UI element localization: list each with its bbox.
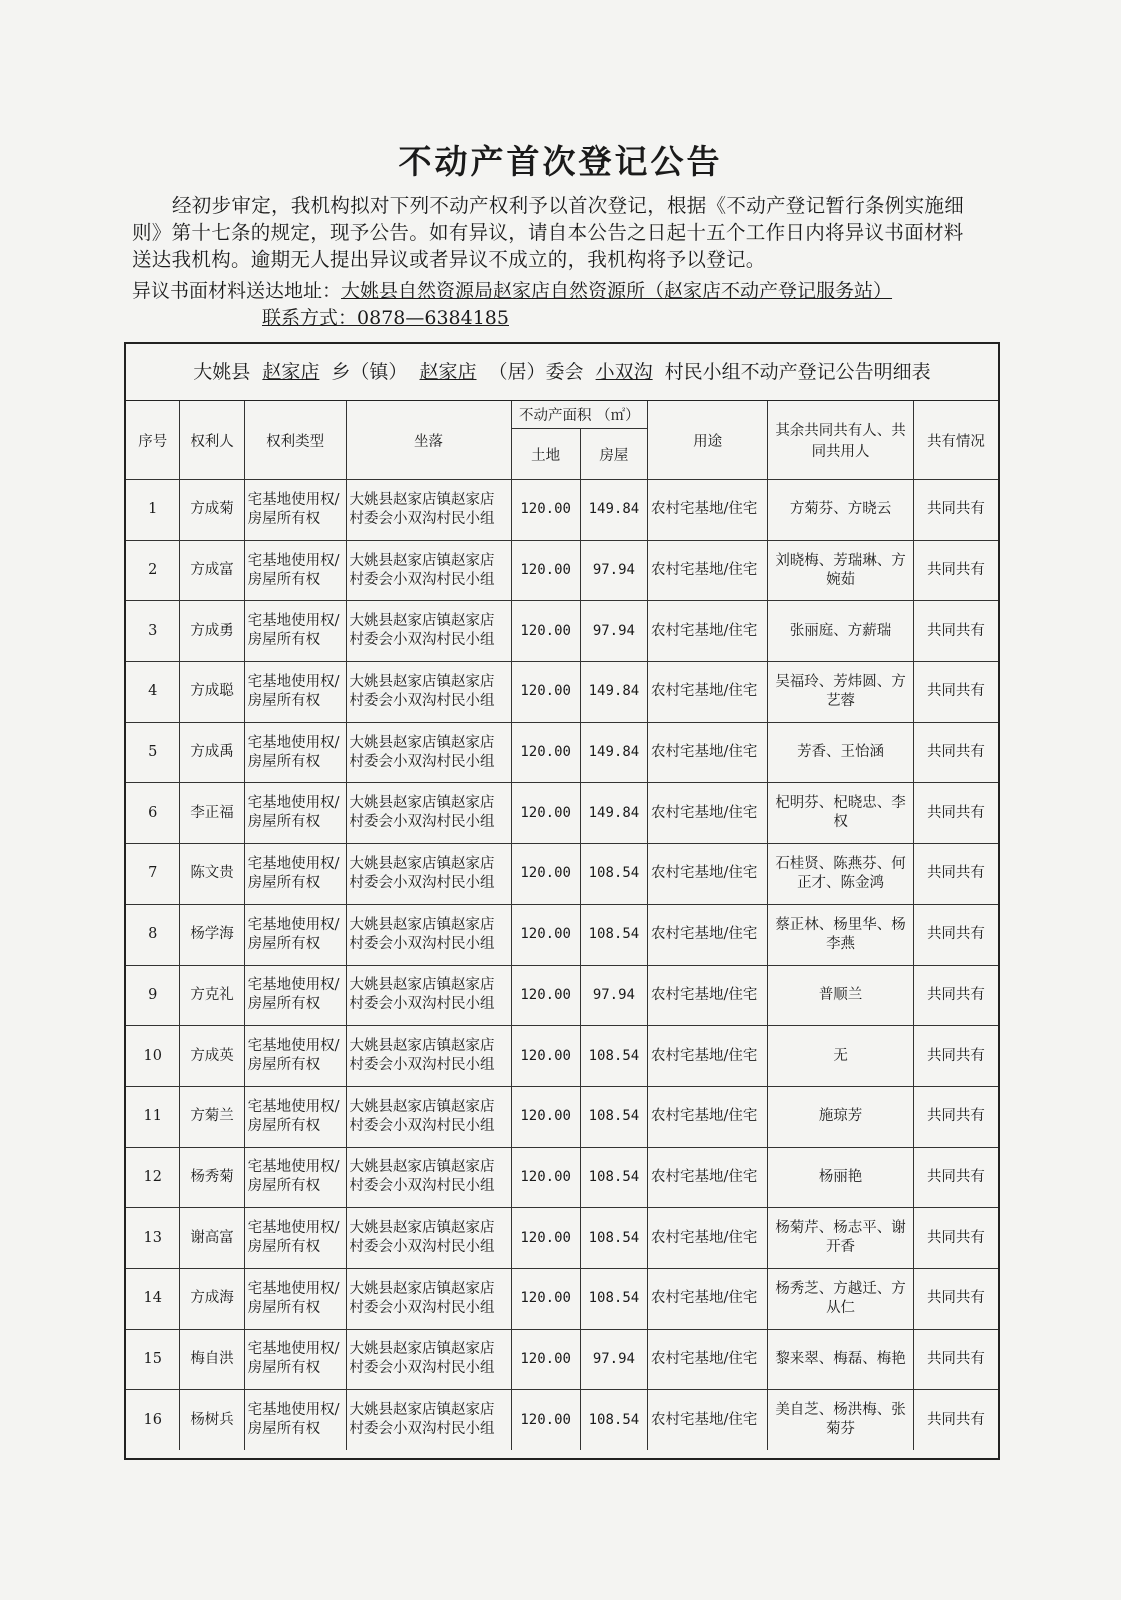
table-row [126, 1147, 998, 1208]
cell-right-type: 宅基地使用权/房屋所有权 [244, 540, 346, 601]
notice-body [132, 192, 982, 273]
cell-location: 大姚县赵家店镇赵家店村委会小双沟村民小组 [346, 844, 511, 905]
cell-index: 1 [126, 480, 180, 541]
table-row [126, 1026, 998, 1087]
col-header-use: 用途 [648, 401, 768, 480]
cell-house-area: 97.94 [580, 601, 647, 662]
cell-location: 大姚县赵家店镇赵家店村委会小双沟村民小组 [346, 722, 511, 783]
table-row [126, 480, 998, 541]
cell-owner: 方克礼 [180, 965, 244, 1026]
col-header-land: 土地 [511, 429, 580, 480]
cell-right-type: 宅基地使用权/房屋所有权 [244, 1147, 346, 1208]
cell-owner: 方成英 [180, 1026, 244, 1087]
cell-index: 13 [126, 1208, 180, 1269]
table-row [126, 601, 998, 662]
cell-right-type: 宅基地使用权/房屋所有权 [244, 844, 346, 905]
cell-right-type: 宅基地使用权/房屋所有权 [244, 1268, 346, 1329]
cell-index: 2 [126, 540, 180, 601]
contact-label: 联系方式： [262, 307, 358, 329]
cell-house-area: 108.54 [580, 1086, 647, 1147]
cell-right-type: 宅基地使用权/房屋所有权 [244, 480, 346, 541]
page-title: 不动产首次登记公告 [398, 142, 723, 181]
cell-co-owners: 无 [768, 1026, 914, 1087]
cell-owner: 梅自洪 [180, 1329, 244, 1390]
cell-use: 农村宅基地/住宅 [648, 601, 768, 662]
cell-index: 16 [126, 1390, 180, 1450]
col-header-co-owners: 其余共同共有人、共同共用人 [768, 401, 914, 480]
cell-index: 3 [126, 601, 180, 662]
col-header-index: 序号 [126, 401, 180, 480]
address-line [132, 276, 892, 303]
cell-house-area: 108.54 [580, 1147, 647, 1208]
cell-owner: 方成菊 [180, 480, 244, 541]
cell-share: 共同共有 [913, 722, 998, 783]
cell-co-owners: 杨秀芝、方越迁、方从仁 [768, 1268, 914, 1329]
col-header-location: 坐落 [346, 401, 511, 480]
cell-right-type: 宅基地使用权/房屋所有权 [244, 1208, 346, 1269]
cell-land-area: 120.00 [511, 1329, 580, 1390]
cell-land-area: 120.00 [511, 1390, 580, 1450]
cell-index: 15 [126, 1329, 180, 1390]
cell-land-area: 120.00 [511, 783, 580, 844]
cell-location: 大姚县赵家店镇赵家店村委会小双沟村民小组 [346, 904, 511, 965]
cell-house-area: 149.84 [580, 480, 647, 541]
cell-index: 5 [126, 722, 180, 783]
cell-share: 共同共有 [913, 844, 998, 905]
cell-share: 共同共有 [913, 480, 998, 541]
table-row [126, 904, 998, 965]
cell-owner: 方成聪 [180, 662, 244, 723]
cell-land-area: 120.00 [511, 1086, 580, 1147]
cell-right-type: 宅基地使用权/房屋所有权 [244, 1086, 346, 1147]
cell-co-owners: 芳香、王怡涵 [768, 722, 914, 783]
cell-location: 大姚县赵家店镇赵家店村委会小双沟村民小组 [346, 1208, 511, 1269]
cell-use: 农村宅基地/住宅 [648, 1268, 768, 1329]
cell-land-area: 120.00 [511, 965, 580, 1026]
cell-share: 共同共有 [913, 1026, 998, 1087]
cell-land-area: 120.00 [511, 1208, 580, 1269]
cell-owner: 谢高富 [180, 1208, 244, 1269]
table-row [126, 844, 998, 905]
cell-share: 共同共有 [913, 1086, 998, 1147]
cell-share: 共同共有 [913, 904, 998, 965]
cell-land-area: 120.00 [511, 844, 580, 905]
cell-co-owners: 刘晓梅、芳瑞琳、方婉茹 [768, 540, 914, 601]
detail-table-panel [124, 342, 1000, 1460]
cell-use: 农村宅基地/住宅 [648, 1329, 768, 1390]
table-row [126, 965, 998, 1026]
cell-use: 农村宅基地/住宅 [648, 1026, 768, 1087]
cell-co-owners: 吴福玲、芳炜圆、方艺蓉 [768, 662, 914, 723]
table-row [126, 1086, 998, 1147]
cell-use: 农村宅基地/住宅 [648, 480, 768, 541]
table-row [126, 540, 998, 601]
cell-co-owners: 方菊芬、方晓云 [768, 480, 914, 541]
cell-index: 7 [126, 844, 180, 905]
cell-location: 大姚县赵家店镇赵家店村委会小双沟村民小组 [346, 783, 511, 844]
notice-body-text: 经初步审定，我机构拟对下列不动产权利予以首次登记，根据《不动产登记暂行条例实施细则》第十七条的规定，现予公告。如有异议，请自本公告之日起十五个工作日内将异议书面材料送达我机构。逾期无人提出异议或者异议不成立的，我机构将予以登记。 [132, 194, 965, 271]
col-header-house: 房屋 [580, 429, 647, 480]
cell-land-area: 120.00 [511, 1268, 580, 1329]
cell-right-type: 宅基地使用权/房屋所有权 [244, 722, 346, 783]
col-header-share: 共有情况 [913, 401, 998, 480]
cell-owner: 杨学海 [180, 904, 244, 965]
cell-use: 农村宅基地/住宅 [648, 1086, 768, 1147]
col-header-area: 不动产面积 （㎡） [511, 401, 648, 429]
cell-land-area: 120.00 [511, 601, 580, 662]
caption-rest: 村民小组不动产登记公告明细表 [664, 361, 931, 383]
cell-location: 大姚县赵家店镇赵家店村委会小双沟村民小组 [346, 1086, 511, 1147]
cell-index: 9 [126, 965, 180, 1026]
address-label: 异议书面材料送达地址： [132, 280, 342, 302]
cell-index: 4 [126, 662, 180, 723]
cell-co-owners: 蔡正林、杨里华、杨李燕 [768, 904, 914, 965]
cell-co-owners: 张丽庭、方薪瑞 [768, 601, 914, 662]
cell-co-owners: 杨菊芹、杨志平、谢开香 [768, 1208, 914, 1269]
cell-index: 10 [126, 1026, 180, 1087]
detail-table [126, 401, 998, 1450]
cell-house-area: 149.84 [580, 783, 647, 844]
cell-use: 农村宅基地/住宅 [648, 783, 768, 844]
cell-house-area: 108.54 [580, 904, 647, 965]
cell-use: 农村宅基地/住宅 [648, 1208, 768, 1269]
address-value: 大姚县自然资源局赵家店自然资源所（赵家店不动产登记服务站） [341, 280, 893, 302]
cell-owner: 陈文贵 [180, 844, 244, 905]
table-body [126, 480, 998, 1451]
table-row [126, 783, 998, 844]
cell-location: 大姚县赵家店镇赵家店村委会小双沟村民小组 [346, 540, 511, 601]
caption-committee: 赵家店 [419, 361, 477, 383]
cell-share: 共同共有 [913, 1268, 998, 1329]
cell-location: 大姚县赵家店镇赵家店村委会小双沟村民小组 [346, 1026, 511, 1087]
cell-right-type: 宅基地使用权/房屋所有权 [244, 904, 346, 965]
cell-house-area: 97.94 [580, 1329, 647, 1390]
cell-location: 大姚县赵家店镇赵家店村委会小双沟村民小组 [346, 1268, 511, 1329]
cell-share: 共同共有 [913, 1208, 998, 1269]
col-header-right-type: 权利类型 [244, 401, 346, 480]
cell-land-area: 120.00 [511, 722, 580, 783]
cell-owner: 杨树兵 [180, 1390, 244, 1450]
cell-use: 农村宅基地/住宅 [648, 540, 768, 601]
cell-share: 共同共有 [913, 1390, 998, 1450]
cell-co-owners: 黎来翠、梅磊、梅艳 [768, 1329, 914, 1390]
cell-use: 农村宅基地/住宅 [648, 965, 768, 1026]
cell-land-area: 120.00 [511, 1026, 580, 1087]
cell-owner: 杨秀菊 [180, 1147, 244, 1208]
cell-land-area: 120.00 [511, 662, 580, 723]
cell-share: 共同共有 [913, 601, 998, 662]
cell-land-area: 120.00 [511, 480, 580, 541]
table-row [126, 1390, 998, 1450]
cell-use: 农村宅基地/住宅 [648, 722, 768, 783]
table-caption [126, 344, 998, 401]
caption-group: 小双沟 [595, 361, 653, 383]
table-row [126, 1329, 998, 1390]
cell-house-area: 149.84 [580, 722, 647, 783]
cell-location: 大姚县赵家店镇赵家店村委会小双沟村民小组 [346, 1147, 511, 1208]
cell-index: 14 [126, 1268, 180, 1329]
cell-house-area: 108.54 [580, 844, 647, 905]
cell-location: 大姚县赵家店镇赵家店村委会小双沟村民小组 [346, 662, 511, 723]
cell-house-area: 108.54 [580, 1268, 647, 1329]
cell-co-owners: 美自芝、杨洪梅、张菊芬 [768, 1390, 914, 1450]
cell-co-owners: 杞明芬、杞晓忠、李权 [768, 783, 914, 844]
cell-share: 共同共有 [913, 783, 998, 844]
table-row [126, 1208, 998, 1269]
col-header-owner: 权利人 [180, 401, 244, 480]
cell-house-area: 97.94 [580, 965, 647, 1026]
cell-right-type: 宅基地使用权/房屋所有权 [244, 1390, 346, 1450]
cell-co-owners: 杨丽艳 [768, 1147, 914, 1208]
cell-right-type: 宅基地使用权/房屋所有权 [244, 965, 346, 1026]
cell-use: 农村宅基地/住宅 [648, 1390, 768, 1450]
cell-index: 8 [126, 904, 180, 965]
cell-co-owners: 施琼芳 [768, 1086, 914, 1147]
cell-location: 大姚县赵家店镇赵家店村委会小双沟村民小组 [346, 601, 511, 662]
cell-index: 11 [126, 1086, 180, 1147]
cell-owner: 方成海 [180, 1268, 244, 1329]
cell-right-type: 宅基地使用权/房屋所有权 [244, 1329, 346, 1390]
cell-use: 农村宅基地/住宅 [648, 662, 768, 723]
table-row [126, 662, 998, 723]
cell-use: 农村宅基地/住宅 [648, 1147, 768, 1208]
cell-right-type: 宅基地使用权/房屋所有权 [244, 662, 346, 723]
cell-co-owners: 普顺兰 [768, 965, 914, 1026]
table-row [126, 1268, 998, 1329]
contact-line [262, 303, 509, 330]
caption-committee-suffix: （居）委会 [488, 361, 584, 383]
cell-land-area: 120.00 [511, 904, 580, 965]
cell-house-area: 97.94 [580, 540, 647, 601]
cell-owner: 李正福 [180, 783, 244, 844]
cell-right-type: 宅基地使用权/房屋所有权 [244, 1026, 346, 1087]
cell-location: 大姚县赵家店镇赵家店村委会小双沟村民小组 [346, 965, 511, 1026]
cell-right-type: 宅基地使用权/房屋所有权 [244, 601, 346, 662]
caption-county: 大姚县 [193, 361, 251, 383]
cell-house-area: 108.54 [580, 1208, 647, 1269]
cell-share: 共同共有 [913, 662, 998, 723]
cell-house-area: 108.54 [580, 1390, 647, 1450]
cell-house-area: 149.84 [580, 662, 647, 723]
cell-co-owners: 石桂贤、陈燕芬、何正才、陈金鸿 [768, 844, 914, 905]
cell-share: 共同共有 [913, 965, 998, 1026]
cell-land-area: 120.00 [511, 540, 580, 601]
cell-owner: 方成勇 [180, 601, 244, 662]
cell-share: 共同共有 [913, 1147, 998, 1208]
table-row [126, 722, 998, 783]
cell-use: 农村宅基地/住宅 [648, 904, 768, 965]
cell-owner: 方菊兰 [180, 1086, 244, 1147]
cell-share: 共同共有 [913, 1329, 998, 1390]
cell-index: 12 [126, 1147, 180, 1208]
cell-location: 大姚县赵家店镇赵家店村委会小双沟村民小组 [346, 1390, 511, 1450]
cell-land-area: 120.00 [511, 1147, 580, 1208]
caption-town: 赵家店 [262, 361, 320, 383]
cell-share: 共同共有 [913, 540, 998, 601]
cell-owner: 方成禹 [180, 722, 244, 783]
cell-owner: 方成富 [180, 540, 244, 601]
cell-index: 6 [126, 783, 180, 844]
cell-location: 大姚县赵家店镇赵家店村委会小双沟村民小组 [346, 480, 511, 541]
cell-house-area: 108.54 [580, 1026, 647, 1087]
cell-location: 大姚县赵家店镇赵家店村委会小双沟村民小组 [346, 1329, 511, 1390]
caption-town-suffix: 乡（镇） [331, 361, 408, 383]
cell-right-type: 宅基地使用权/房屋所有权 [244, 783, 346, 844]
cell-use: 农村宅基地/住宅 [648, 844, 768, 905]
contact-value: 0878—6384185 [357, 307, 509, 329]
